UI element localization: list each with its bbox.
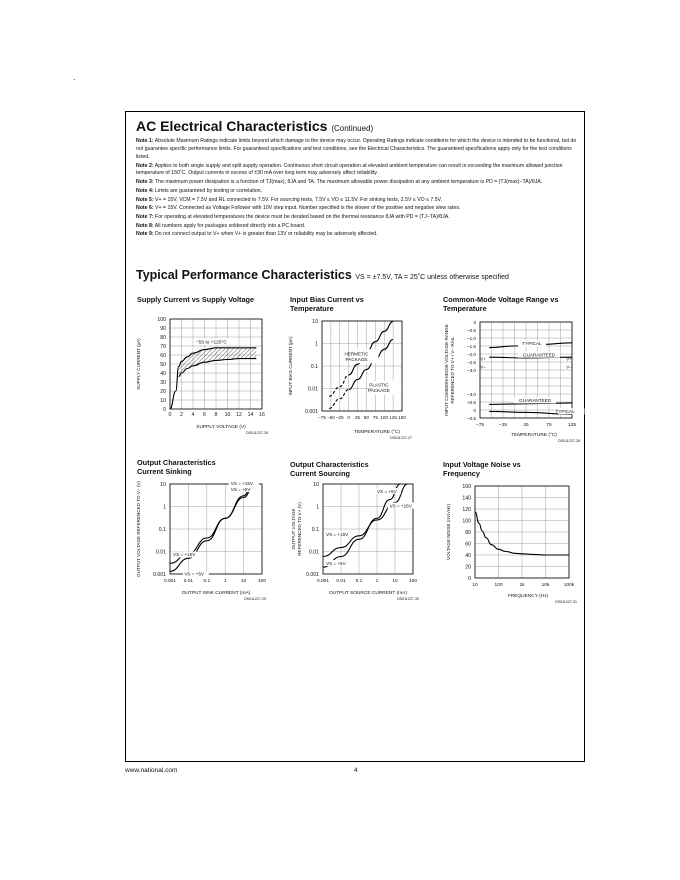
series-line — [323, 484, 400, 567]
y-tick-label: 0.1 — [310, 363, 318, 370]
graph-title-output-sink: Output Characteristics Current Sinking — [137, 458, 216, 476]
y-tick-label: 0.01 — [155, 549, 166, 556]
annotation-typical-bottom: TYPICAL — [555, 408, 575, 414]
x-tick-label: 0.01 — [336, 579, 346, 584]
annotation-vs5-low: VS = +5V — [184, 571, 204, 577]
y-tick-label: 100 — [462, 518, 471, 525]
note-text: V+ = 15V, VCM = 7.5V and RL connected to 7.5V. For sourcing tests, 7.5V ≤ VO ≤ 11.5V. For sinking tests, 2.5V ≤ VO ≤ 7.5V. — [155, 196, 443, 203]
x-tick-label: 10 — [392, 579, 398, 584]
x-axis-label: OUTPUT SOURCE CURRENT (mA) — [329, 591, 407, 596]
y-tick-label: 10 — [313, 481, 319, 488]
annotation-vplus-left: V+ — [480, 356, 486, 362]
y-tick-label: 0 — [163, 406, 166, 413]
y-axis-label-2: REFERENCED TO V+ / V− RAIL — [450, 336, 455, 404]
annotation-vminus-right: V− — [566, 364, 572, 370]
chart-cm-range — [440, 314, 585, 444]
y-tick-label: 0.01 — [307, 386, 318, 393]
x-tick-label: 12 — [236, 412, 242, 418]
note-9 — [136, 231, 578, 239]
x-tick-label: 0.1 — [355, 579, 363, 584]
annotation-vs15-top: VS = +15V — [389, 503, 412, 509]
y-tick-label: −0.5 — [466, 415, 476, 421]
y-tick-label: 10 — [312, 318, 318, 325]
x-tick-label: −25 — [335, 415, 344, 420]
x-tick-label: 14 — [247, 412, 254, 418]
note-2 — [136, 163, 578, 179]
note-5 — [136, 197, 578, 205]
x-tick-label: 100 — [494, 583, 503, 588]
y-tick-label: 40 — [465, 552, 471, 559]
x-tick-label: 0.001 — [316, 579, 330, 584]
footer-page-number: 4 — [354, 767, 358, 774]
y-tick-label: 10 — [160, 397, 166, 404]
chart-output-sink — [132, 478, 272, 606]
annotation-vs5-low: VS = +5V — [326, 561, 346, 567]
chart-output-source — [285, 478, 425, 606]
annotation-vplus-right: V+ — [566, 356, 572, 362]
annotation-vs15-top: VS = +15V — [230, 481, 253, 487]
annotation-vminus-left: V− — [480, 364, 486, 370]
x-tick-label: 10 — [224, 412, 231, 418]
x-tick-label: 100k — [563, 583, 575, 588]
note-label: Note 9: — [136, 231, 154, 238]
y-tick-label: −1.5 — [466, 343, 476, 349]
y-tick-label: 160 — [462, 483, 471, 490]
y-tick-label: 60 — [160, 352, 166, 359]
y-tick-label: 0 — [473, 407, 476, 413]
x-tick-label: 0 — [347, 415, 350, 420]
note-label: Note 7: — [136, 213, 154, 220]
y-tick-label: 100 — [157, 316, 166, 323]
graph-title-input-bias: Input Bias Current vs Temperature — [290, 295, 364, 313]
y-tick-label: 0.001 — [305, 408, 318, 415]
y-tick-label: 60 — [465, 541, 471, 548]
x-tick-label: 25 — [523, 423, 529, 428]
note-text: The maximum power dissipation is a function of TJ(max), θJA and TA. The maximum allowable power dissipation at any ambient temperature is PD = (TJ(max)−TA)/θJA. — [154, 179, 543, 186]
x-tick-label: 150 — [398, 415, 406, 420]
y-tick-label: 1 — [315, 341, 318, 348]
annotation-guaranteed-bottom: GUARANTEED — [519, 397, 551, 403]
y-tick-label: 80 — [160, 334, 166, 341]
y-axis-label: OUTPUT VOLTAGE REFERENCED TO V− (V) — [136, 481, 141, 577]
notes-list — [136, 138, 578, 240]
x-tick-label: 0.001 — [163, 579, 177, 584]
y-tick-label: −2.0 — [466, 351, 476, 357]
footer-website: www.national.com — [125, 767, 178, 774]
typical-section-title — [136, 268, 509, 282]
x-tick-label: −75 — [475, 423, 485, 428]
y-tick-label: 80 — [465, 529, 471, 536]
series-line-dashed — [329, 390, 349, 409]
note-label: Note 3: — [136, 179, 154, 186]
x-tick-label: 100 — [408, 579, 418, 584]
x-tick-label: 10k — [541, 583, 550, 588]
note-text: For operating at elevated temperatures the device must be derated based on the thermal resistance θJA with PD = (TJ−TA)/θJA. — [155, 213, 450, 220]
y-tick-label: 0 — [468, 575, 471, 582]
note-label: Note 8: — [136, 222, 154, 229]
figure-code: DS011227-29 — [244, 597, 266, 601]
note-3 — [136, 179, 578, 187]
y-tick-label: 0.001 — [306, 571, 319, 578]
x-tick-label: 6 — [203, 412, 206, 418]
speck — [74, 79, 75, 80]
series-line-dashed — [329, 375, 349, 396]
y-axis-label: SUPPLY CURRENT (μA) — [136, 338, 141, 390]
y-tick-label: 0.1 — [158, 526, 166, 533]
y-tick-label: 120 — [462, 506, 471, 513]
x-tick-label: 100 — [257, 579, 267, 584]
x-axis-label: TEMPERATURE (°C) — [354, 430, 400, 435]
y-tick-label: 30 — [160, 379, 166, 386]
note-text: Limits are guaranteed by testing or correlation. — [155, 187, 263, 194]
annotation-vs15-low: VS = +15V — [173, 551, 196, 557]
annotation-hermetic-1: HERMETIC — [344, 351, 369, 357]
ac-section-title — [136, 118, 373, 134]
y-tick-label: −1.0 — [466, 335, 476, 341]
y-axis-label-1: OUTPUT VOLTAGE — [291, 508, 296, 550]
x-tick-label: 1 — [375, 579, 379, 584]
x-tick-label: 1k — [519, 583, 525, 588]
ac-continued: (Continued) — [331, 124, 374, 133]
series-line — [170, 484, 252, 571]
y-tick-label: 0.001 — [153, 571, 166, 578]
x-tick-label: 0.1 — [203, 579, 211, 584]
note-label: Note 1: — [136, 138, 154, 144]
x-tick-label: 100 — [380, 415, 389, 420]
figure-code: DS011227-27 — [390, 436, 412, 440]
hatched-region — [179, 348, 257, 377]
y-tick-label: 50 — [160, 361, 166, 368]
figure-code: DS011227-28 — [558, 439, 580, 443]
note-label: Note 4: — [136, 187, 154, 194]
x-tick-label: 4 — [191, 412, 195, 418]
y-tick-label: −2.5 — [466, 359, 476, 365]
annotation-hermetic-2: PACKAGE — [345, 356, 368, 362]
x-axis-label: OUTPUT SINK CURRENT (mA) — [181, 591, 251, 596]
y-tick-label: 10 — [160, 481, 166, 488]
note-text: Absolute Maximum Ratings indicate limits beyond which damage to the device may occur. Operating Ratings indicate conditions for which the device is intended to be functional, but do not guarantee specific performance limits. For guaranteed specifications and test conditions, see the Electrical Characteristics. The guaranteed specifications apply only for the test conditions listed. — [136, 138, 577, 160]
x-tick-label: 2 — [180, 412, 183, 418]
x-tick-label: 10 — [472, 583, 478, 588]
x-tick-label: 8 — [214, 412, 218, 418]
note-text: All numbers apply for packages soldered directly into a PC board. — [154, 222, 306, 229]
note-7 — [136, 214, 578, 222]
y-tick-label: 1 — [316, 504, 319, 511]
note-6 — [136, 205, 578, 213]
x-axis-label: TEMPERATURE (°C) — [511, 433, 557, 438]
graph-title-supply-current: Supply Current vs Supply Voltage — [137, 295, 255, 304]
x-tick-label: 25 — [354, 415, 361, 420]
annotation-plastic-1: PLASTIC — [369, 382, 389, 388]
chart-noise — [440, 478, 585, 606]
graph-title-cm-range: Common-Mode Voltage Range vs Temperature — [443, 295, 559, 313]
note-1 — [136, 138, 578, 162]
y-tick-label: −3.0 — [466, 367, 476, 373]
y-tick-label: +0.5 — [466, 399, 476, 405]
x-tick-label: 0 — [168, 412, 172, 418]
note-label: Note 6: — [136, 205, 154, 212]
note-4 — [136, 188, 578, 196]
y-tick-label: 70 — [160, 343, 166, 350]
y-tick-label: 20 — [465, 564, 471, 571]
annotation-plastic-2: PACKAGE — [367, 388, 390, 394]
y-tick-label: 90 — [160, 325, 166, 332]
y-tick-label: 140 — [462, 495, 471, 502]
annotation-temp-range: −55 to +125°C — [195, 340, 227, 346]
x-tick-label: 125 — [389, 415, 397, 420]
y-tick-label: 1 — [163, 504, 166, 511]
x-tick-label: 0.01 — [183, 579, 194, 584]
x-tick-label: −75 — [318, 415, 326, 420]
chart-supply-current — [132, 314, 272, 440]
x-tick-label: 10 — [240, 579, 247, 584]
y-tick-label: −3.0 — [466, 391, 476, 397]
x-tick-label: 50 — [363, 415, 370, 420]
y-axis-label: INPUT BIAS CURRENT (pA) — [288, 336, 293, 396]
y-tick-label: 0.1 — [311, 526, 319, 533]
chart-input-bias — [282, 314, 432, 440]
x-tick-label: 75 — [372, 415, 378, 420]
y-axis-label-2: REFERENCED TO V+ (V) — [297, 502, 302, 556]
x-tick-label: −25 — [498, 423, 508, 428]
note-text: Do not connect output to V+ when V+ is greater than 13V or reliability may be adversely affected. — [155, 231, 378, 238]
figure-code: DS011227-30 — [397, 597, 419, 601]
y-tick-label: 0 — [473, 319, 476, 325]
y-tick-label: −0.5 — [466, 327, 476, 333]
y-tick-label: 0.01 — [308, 549, 319, 556]
annotation-guaranteed-top: GUARANTEED — [523, 352, 555, 358]
x-tick-label: 16 — [259, 412, 265, 418]
note-text: V+ = 15V. Connected as Voltage Follower with 10V step input. Number specified is the slower of the positive and negative slew rates. — [155, 205, 461, 212]
ac-title-text: AC Electrical Characteristics — [136, 118, 328, 134]
x-tick-label: 75 — [546, 423, 552, 428]
typical-title-text: Typical Performance Characteristics — [136, 268, 352, 282]
annotation-vs15-low: VS = +15V — [326, 531, 349, 537]
x-tick-label: −50 — [326, 415, 335, 420]
note-label: Note 5: — [136, 196, 154, 203]
figure-code: DS011227-31 — [555, 600, 577, 604]
x-tick-label: 1 — [223, 579, 227, 584]
x-tick-label: 125 — [567, 423, 577, 428]
graph-title-output-source: Output Characteristics Current Sourcing — [290, 460, 369, 478]
note-text: Applies to both single supply and split supply operation. Continuous short circuit operation at elevated ambient temperature can result in exceeding the maximum allowed junction temperature of 150˚C. Output currents in excess of ±30 mA over long term may adversely affect reliability. — [136, 162, 563, 177]
y-tick-label: 20 — [160, 388, 166, 395]
annotation-vs5-top: VS = +5V — [377, 488, 397, 494]
x-axis-label: FREQUENCY (Hz) — [507, 594, 549, 599]
x-axis-label: SUPPLY VOLTAGE (V) — [196, 425, 246, 430]
annotation-vs5-top: VS = +5V — [230, 487, 251, 493]
note-8 — [136, 223, 578, 231]
figure-code: DS011227-26 — [246, 431, 268, 435]
y-axis-label-1: INPUT COMMON-MODE VOLTAGE RANGE — [444, 324, 449, 416]
typical-conditions: VS = ±7.5V, TA = 25˚C unless otherwise specified — [355, 274, 509, 281]
graph-title-noise: Input Voltage Noise vs Frequency — [443, 460, 521, 478]
y-tick-label: 40 — [160, 370, 166, 377]
note-label: Note 2: — [136, 162, 154, 169]
y-axis-label: VOLTAGE NOISE (nV/√Hz) — [446, 504, 451, 560]
annotation-typical-top: TYPICAL — [522, 341, 542, 346]
